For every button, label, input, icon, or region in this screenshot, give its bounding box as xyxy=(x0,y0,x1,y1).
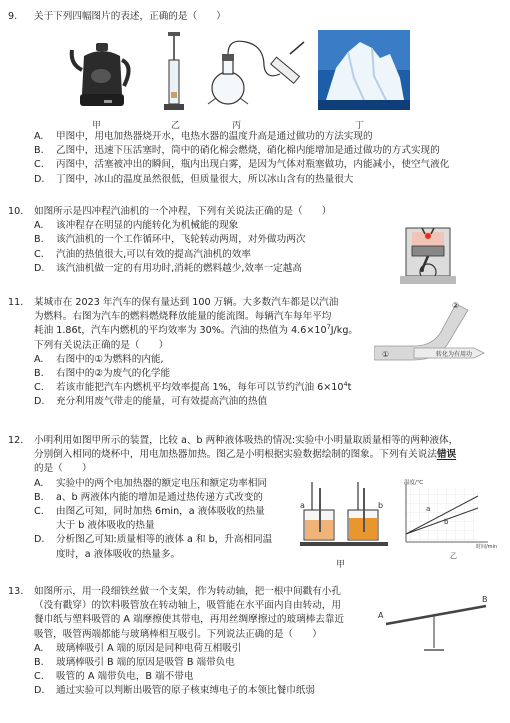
end-label-b: B xyxy=(482,595,488,604)
series-b-label: b xyxy=(444,518,449,526)
option-a[interactable]: A. 该冲程存在明显的内能转化为机械能的现象 xyxy=(34,220,239,232)
engine-cylinder-image xyxy=(392,222,464,288)
caption-ding: 丁 xyxy=(355,121,365,131)
question-number: 10. xyxy=(8,206,24,217)
flow-label-2: ② xyxy=(452,301,460,310)
option-a[interactable]: A. 甲图中，用电加热器烧开水，电热水器的温度升高是通过做功的方法实现的 xyxy=(34,131,373,142)
option-b[interactable]: B. 玻璃棒吸引 B 端的原因是吸管 B 端带负电 xyxy=(34,657,235,669)
question-11: 11. 某城市在 2023 年汽车的保有量达到 100 万辆。大多数汽车都是以汽油 为燃料。右图为汽车的燃料燃烧释放能量的能流图。每辆汽车每年平均 耗油 1.86t，汽车内燃机的平均效率为 30%。汽油的热值为 $4.6\times 10^7J/kg$。 下列有关说法正确的是（ ） A. 右图中的①为燃料的内能, B. 右图中的②为废气的化学能 C. 若该市能把汽车内燃机平均效率提高 1%，每年可以节约汽油 $6\times 10^4t$ D. 充分利用废气带走的能量，可有效提高汽油的热值 xyxy=(8,296,358,410)
option-a[interactable]: A. 玻璃棒吸引 A 端的原因是同种电荷互相吸引 xyxy=(34,642,242,654)
x-axis-label: 时间/min xyxy=(476,544,498,550)
option-d[interactable]: D. 该汽油机做一定的有用功时,消耗的燃料越少,效率一定越高 xyxy=(34,262,302,274)
beaker-setup-image xyxy=(300,480,388,554)
caption-jia: 甲 xyxy=(336,560,346,570)
question-10 xyxy=(8,205,331,276)
beaker-label-b: b xyxy=(378,501,384,510)
emphasis-wrong: 错误 xyxy=(436,449,457,461)
option-b[interactable]: B. a、b 两液体内能的增加是通过热传递方式改变的 xyxy=(34,491,263,503)
option-c[interactable]: C. 汽油的热值很大,可以有效的提高汽油机的效率 xyxy=(34,248,251,260)
y-axis-label: 温度/℃ xyxy=(404,480,424,486)
flow-label-1: ① xyxy=(382,350,390,359)
option-b[interactable]: B. 乙图中，迅速下压活塞时，筒中的硝化棉会燃烧，硝化棉内能增加是通过做功的方式实现的 xyxy=(34,145,440,157)
question-stem: 如图所示是四冲程汽油机的一个冲程，下列有关说法正确的是（ ） xyxy=(34,206,332,217)
caption-yi: 乙 xyxy=(450,552,457,560)
question-12: 12. 小明利用如图甲所示的装置，比较 a、b 两种液体吸热的情况:实验中小明量取质量相等的两种液体， 分别倒入相同的烧杯中，用电加热器加热。图乙是小明根据实验数据绘制的图象。下列有关说法错误 的是（ ） A. 实验中的两个电加热器的额定电压和额定功率相同 B. a、b 两液体内能的增加是通过热传递方式改变的 C. 由图乙可知，同时加热 6min，a 液体吸收的热量 大于 b 液体吸收的热量 D. 分析图乙可知:质量相等的液体 a 和 b，升高相同温 度时，a 液体吸收的热量多。 xyxy=(8,434,458,562)
iceberg-image xyxy=(318,30,410,110)
question-number: 11. xyxy=(8,297,24,308)
option-b[interactable]: B. 该汽油机的一个工作循环中，飞轮转动两周，对外做功两次 xyxy=(34,234,306,246)
question-number: 12. xyxy=(8,435,24,446)
caption-yi: 乙 xyxy=(171,121,181,131)
caption-jia: 甲 xyxy=(92,121,102,131)
beaker-label-a: a xyxy=(300,501,305,510)
question-13: 13. 如图所示，用一段细铁丝做一个支架，作为转动轴，把一根中间戳有小孔 （没有戳穿）的饮料吸管放在转动轴上，吸管能在水平面内自由转动，用 餐巾纸与塑料吸管的 A 端摩擦使其带电，再用丝绸摩擦过的玻璃棒去靠近 吸管，吸管两端都能与玻璃棒相互吸引。下列说法正确的是（ ） A. 玻璃棒吸引 A 端的原因是同种电荷互相吸引 B. 玻璃棒吸引 B 端的原因是吸管 B 端带负电 C. 吸管的 A 端带负电，B 端不带电 D. 通过实验可以判断出吸管的原子核束缚电子的本领比餐巾纸弱 xyxy=(8,585,344,699)
question-stem: 关于下列四幅图片的表述，正确的是（ ） xyxy=(34,11,226,22)
fire-syringe-image xyxy=(164,32,184,110)
question-number: 9. xyxy=(8,11,18,22)
question-9 xyxy=(8,10,226,24)
option-b[interactable]: B. 右图中的②为废气的化学能 xyxy=(34,368,171,380)
flow-label-useful-work: 转化为有用功 xyxy=(436,351,473,358)
end-label-a: A xyxy=(378,611,384,620)
option-c[interactable]: C. 若该市能把汽车内燃机平均效率提高 1%，每年可以节约汽油 $6\times 10^4t$ xyxy=(34,380,352,394)
option-d[interactable]: D. 通过实验可以判断出吸管的原子核束缚电子的本领比餐巾纸弱 xyxy=(34,685,316,697)
q9-figures xyxy=(68,30,448,115)
energy-flow-diagram xyxy=(374,296,494,372)
caption-bing: 丙 xyxy=(232,121,242,131)
straw-pivot-image xyxy=(378,594,496,654)
question-number: 13. xyxy=(8,586,24,597)
temperature-time-graph xyxy=(392,476,504,566)
electric-kettle-image xyxy=(72,43,129,106)
option-c[interactable]: C. 丙图中，活塞被冲出的瞬间，瓶内出现白雾，是因为气体对瓶塞做功，内能减小，使空气液化 xyxy=(34,159,450,171)
option-c[interactable]: C. 由图乙可知，同时加热 6min，a 液体吸收的热量 大于 b 液体吸收的热量 xyxy=(34,506,265,532)
option-c[interactable]: C. 吸管的 A 端带负电，B 端不带电 xyxy=(34,671,194,683)
option-d[interactable]: D. 充分利用废气带走的能量，可有效提高汽油的热值 xyxy=(34,396,268,408)
option-a[interactable]: A. 实验中的两个电加热器的额定电压和额定功率相同 xyxy=(34,477,268,489)
flask-pump-image xyxy=(208,41,304,104)
option-a[interactable]: A. 右图中的①为燃料的内能, xyxy=(34,353,164,365)
question-9-options xyxy=(8,130,449,187)
option-d[interactable]: D. 丁图中，冰山的温度虽然很低，但质量很大，所以冰山含有的热量很大 xyxy=(34,173,354,185)
option-d[interactable]: D. 分析图乙可知:质量相等的液体 a 和 b，升高相同温 度时，a 液体吸收的热量多。 xyxy=(34,534,273,560)
series-a-label: a xyxy=(426,505,431,513)
straw xyxy=(386,606,486,624)
